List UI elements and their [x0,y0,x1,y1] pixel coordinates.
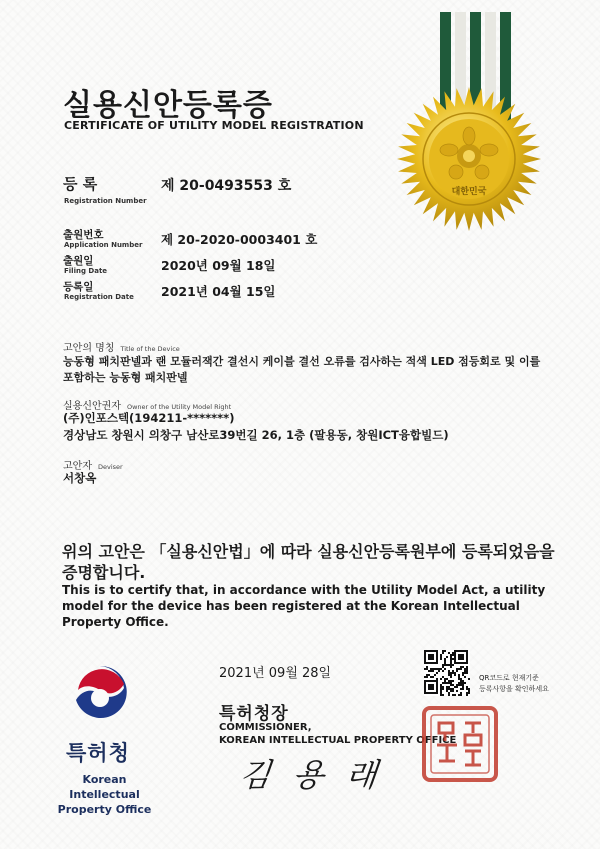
qr-note [479,673,549,695]
title-english: CERTIFICATE OF UTILITY MODEL REGISTRATION [64,119,364,132]
deviser-name: 서창옥 [63,471,97,485]
commissioner-signature: 김 용 래 [237,756,385,794]
device-label-en: Title of the Device [120,345,180,353]
reg-date-label-en: Registration Date [64,293,134,301]
issue-date: 2021년 09월 28일 [219,666,332,681]
application-label-en: Application Number [64,241,143,249]
certification-korean: 위의 고안은 「실용신안법」에 따라 실용신안등록원부에 등록되었음을 증명합니다. [62,542,555,582]
owner-label-en: Owner of the Utility Model Right [126,403,232,411]
agency-name-en: Korean Intellectual Property Office [57,773,152,816]
agency-name-ko: 특허청 [66,741,130,765]
certification-english: This is to certify that, in accordance with the Utility Model Act, a utility model for the device has been registered at the Korean Intellectual Property Office. [62,583,546,629]
reg-date-label: 등록일 [63,281,94,293]
registration-number: 제 20-0493553 호 [161,178,292,194]
deviser-label-en: Deviser [97,463,123,471]
registration-date: 2021년 04월 15일 [161,284,276,299]
owner-address: 경상남도 창원시 의창구 남산로39번길 26, 1층 (팔용동, 창원ICT융합빌드) [63,428,449,442]
official-stamp-icon [421,705,499,783]
owner-name: (주)인포스텍(194211-*******) [63,411,235,425]
commissioner-title-ko: 특허청장 [219,704,289,724]
qr-note-line2: 등록사항을 확인하세요 [479,685,549,693]
owner-label: 실용신안권자 [63,401,121,412]
qr-code-icon[interactable] [424,650,470,696]
application-number: 제 20-2020-0003401 호 [161,232,318,247]
kipo-logo-icon [68,660,132,724]
deviser-label: 고안자 [63,461,92,472]
title-korean: 실용신안등록증 [63,88,273,123]
qr-note-line1: QR코드로 현재기준 [479,674,539,682]
commissioner-title-en2: KOREAN INTELLECTUAL PROPERTY OFFICE [219,735,457,746]
filing-label-en: Filing Date [64,267,108,275]
registration-label-en: Registration Number [64,197,147,205]
filing-label: 출원일 [63,255,94,267]
device-title-line2: 포함하는 능동형 패치판넬 [63,371,188,384]
registration-label: 등 록 [63,175,98,193]
filing-date: 2020년 09월 18일 [161,258,276,273]
commissioner-title-en1: COMMISSIONER, [219,722,312,733]
device-label: 고안의 명칭 [63,343,115,354]
seal-text: 대한민국 [451,187,487,197]
device-title-line1: 능동형 패치판넬과 랜 모듈러잭간 결선시 케이블 결선 오류를 검사하는 적색 LED 점등회로 및 이를 [63,355,541,368]
seal-icon [394,84,544,234]
application-label: 출원번호 [63,229,104,241]
